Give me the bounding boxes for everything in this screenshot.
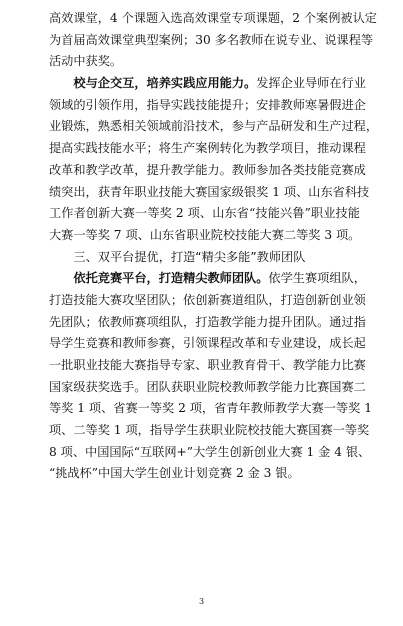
text-line: 先团队；依教师赛项组队，打造教学能力提升团队。通过指 (49, 314, 366, 329)
text-line: 大赛一等奖 7 项、山东省职业院校技能大赛二等奖 3 项。 (49, 227, 361, 242)
text-segment: 发挥企业导师在行业 (256, 76, 366, 91)
text-line: 等奖 1 项、省赛一等奖 2 项，省青年教师教学大赛一等奖 1 (49, 401, 372, 416)
text-line: 业锻炼，熟悉相关领域前沿技术，参与产品研发和生产过程， (49, 119, 379, 134)
text-line: 提高实践技能水平；将生产案例转化为教学项目，推动课程 (49, 141, 366, 156)
text-line: 为首届高效课堂典型案例；30 多名教师在说专业、说课程等 (49, 32, 374, 47)
text-line: 导学生竞赛和教师参赛，引领课程改革和专业建设，成长起 (49, 336, 366, 351)
text-line (49, 73, 366, 95)
text-line: 打造技能大赛攻坚团队；依创新赛道组队，打造创新创业领 (49, 292, 366, 307)
text-line: 活动中获奖。 (49, 54, 123, 69)
text-line: 8 项、中国国际“互联网+”大学生创新创业大赛 1 金 4 银、 (49, 444, 371, 459)
text-line: 高效课堂，4 个课题入选高效课堂专项课题，2 个案例被认定 (49, 11, 377, 25)
text-line: 工作者创新大赛一等奖 2 项、山东省“技能兴鲁”职业技能 (49, 206, 360, 221)
paragraph-competition-platform (49, 268, 372, 485)
text-line (49, 268, 366, 290)
text-line: 改革和教学改革，提升教学能力。教师参加各类技能竞赛成 (49, 162, 366, 177)
paragraph-heading: 校与企交互，培养实践应用能力。 (73, 76, 257, 91)
page-body (49, 8, 379, 485)
section-heading: 三、双平台提优，打造“精尖多能”教师团队 (73, 249, 306, 264)
text-line: 一批职业技能大赛指导专家、职业教育骨干、教学能力比赛 (49, 358, 366, 372)
section-title (49, 247, 360, 269)
paragraph-school-enterprise (49, 73, 379, 247)
text-segment: 依学生赛项组队， (268, 271, 366, 286)
text-line: “挑战杯”中国大学生创业计划竞赛 2 金 3 银。 (49, 466, 300, 481)
text-line: 领域的引领作用，指导实践技能提升；安排教师寒暑假进企 (49, 97, 366, 112)
paragraph-heading: 依托竞赛平台，打造精尖教师团队。 (73, 271, 269, 286)
text-line: 绩突出，获青年职业技能大赛国家级银奖 1 项、山东省科技 (49, 184, 370, 199)
page-number: 3 (198, 597, 205, 606)
text-line: 项、二等奖 1 项，指导学生获职业院校技能大赛国赛一等奖 (49, 423, 370, 438)
paragraph-efficient-classroom (49, 8, 377, 73)
text-line: 国家级获奖选手。团队获职业院校教师教学能力比赛国赛二 (49, 379, 366, 394)
